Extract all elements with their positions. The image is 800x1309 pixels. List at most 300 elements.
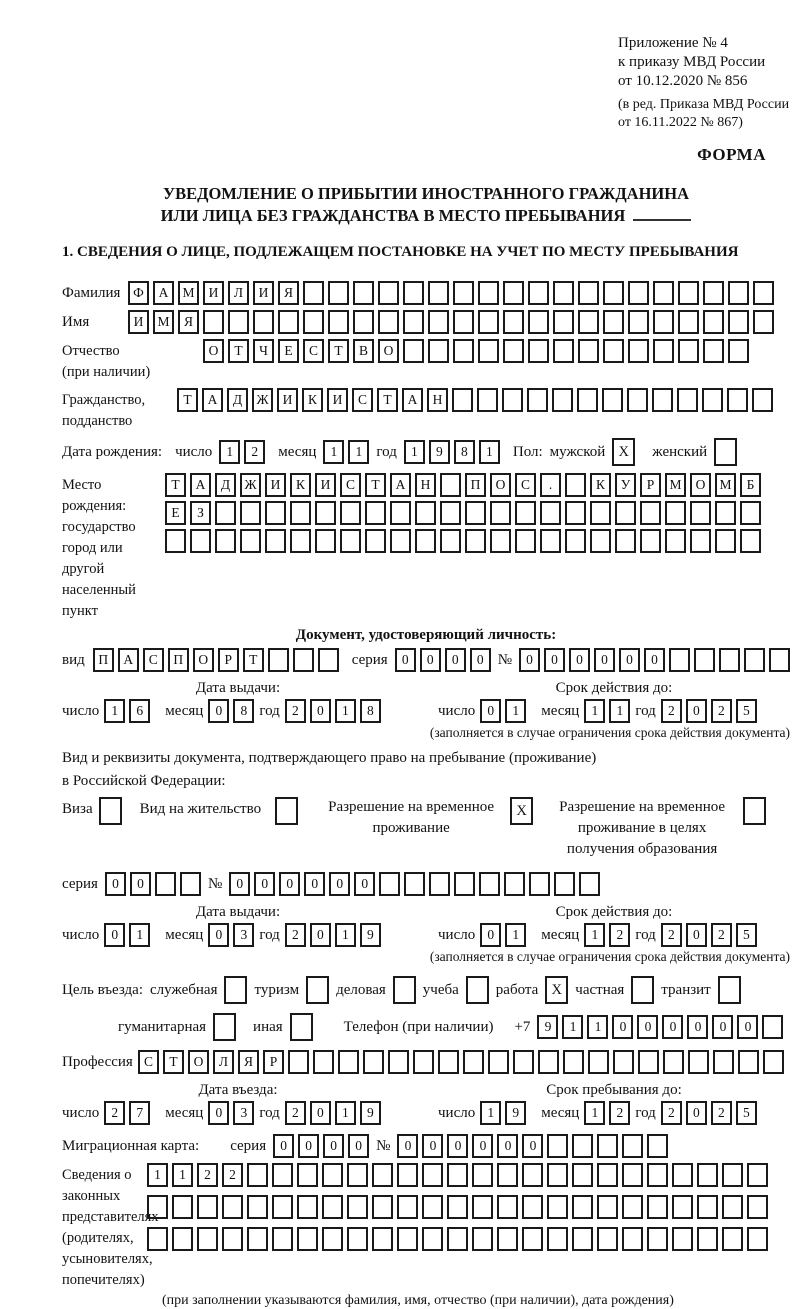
char-cell[interactable]: А (118, 648, 139, 672)
char-cell[interactable]: А (402, 388, 423, 412)
char-cell[interactable] (453, 310, 474, 334)
char-cell[interactable] (722, 1195, 743, 1219)
char-cell[interactable] (452, 388, 473, 412)
char-cell[interactable] (253, 310, 274, 334)
char-cell[interactable] (155, 872, 176, 896)
char-cell[interactable] (247, 1195, 268, 1219)
char-cell[interactable] (378, 281, 399, 305)
char-cell[interactable] (365, 501, 386, 525)
char-cell[interactable] (553, 339, 574, 363)
char-cell[interactable] (265, 501, 286, 525)
char-cell[interactable]: Т (365, 473, 386, 497)
char-cell[interactable] (718, 976, 741, 1004)
char-cell[interactable]: Е (165, 501, 186, 525)
char-cell[interactable]: 2 (197, 1163, 218, 1187)
char-cell[interactable]: 0 (273, 1134, 294, 1158)
char-cell[interactable]: М (715, 473, 736, 497)
char-cell[interactable]: 0 (354, 872, 375, 896)
char-cell[interactable] (578, 339, 599, 363)
char-cell[interactable] (247, 1163, 268, 1187)
char-cell[interactable]: 2 (222, 1163, 243, 1187)
char-cell[interactable] (602, 388, 623, 412)
char-cell[interactable]: 0 (594, 648, 615, 672)
char-cell[interactable]: Я (238, 1050, 259, 1074)
char-cell[interactable] (472, 1195, 493, 1219)
char-cell[interactable] (340, 529, 361, 553)
char-cell[interactable] (290, 501, 311, 525)
char-cell[interactable]: 2 (711, 1101, 732, 1125)
char-cell[interactable] (363, 1050, 384, 1074)
char-cell[interactable] (453, 281, 474, 305)
char-cell[interactable]: 5 (736, 699, 757, 723)
char-cell[interactable] (588, 1050, 609, 1074)
char-cell[interactable] (590, 529, 611, 553)
char-cell[interactable]: 5 (736, 1101, 757, 1125)
char-cell[interactable] (672, 1195, 693, 1219)
char-cell[interactable]: 0 (522, 1134, 543, 1158)
char-cell[interactable] (697, 1163, 718, 1187)
char-cell[interactable]: И (128, 310, 149, 334)
char-cell[interactable]: Р (263, 1050, 284, 1074)
char-cell[interactable] (690, 501, 711, 525)
char-cell[interactable]: Т (165, 473, 186, 497)
char-cell[interactable] (378, 310, 399, 334)
char-cell[interactable]: 1 (323, 440, 344, 464)
char-cell[interactable]: 2 (609, 923, 630, 947)
char-cell[interactable]: А (190, 473, 211, 497)
char-cell[interactable] (522, 1227, 543, 1251)
char-cell[interactable]: Е (278, 339, 299, 363)
char-cell[interactable] (647, 1227, 668, 1251)
char-cell[interactable]: Н (427, 388, 448, 412)
char-cell[interactable] (265, 529, 286, 553)
char-cell[interactable]: 1 (584, 923, 605, 947)
char-cell[interactable] (547, 1195, 568, 1219)
char-cell[interactable]: С (340, 473, 361, 497)
char-cell[interactable]: Л (213, 1050, 234, 1074)
char-cell[interactable]: П (93, 648, 114, 672)
char-cell[interactable] (672, 1163, 693, 1187)
char-cell[interactable]: М (153, 310, 174, 334)
char-cell[interactable] (297, 1195, 318, 1219)
char-cell[interactable]: 0 (329, 872, 350, 896)
char-cell[interactable] (303, 310, 324, 334)
char-cell[interactable] (288, 1050, 309, 1074)
char-cell[interactable] (465, 501, 486, 525)
char-cell[interactable]: 0 (519, 648, 540, 672)
char-cell[interactable]: 1 (172, 1163, 193, 1187)
char-cell[interactable] (447, 1163, 468, 1187)
char-cell[interactable] (547, 1134, 568, 1158)
char-cell[interactable] (247, 1227, 268, 1251)
char-cell[interactable]: 0 (497, 1134, 518, 1158)
char-cell[interactable]: 1 (147, 1163, 168, 1187)
char-cell[interactable]: Д (215, 473, 236, 497)
char-cell[interactable] (390, 529, 411, 553)
char-cell[interactable] (422, 1195, 443, 1219)
char-cell[interactable] (669, 648, 690, 672)
char-cell[interactable] (529, 872, 550, 896)
char-cell[interactable]: С (303, 339, 324, 363)
char-cell[interactable] (678, 310, 699, 334)
char-cell[interactable] (503, 310, 524, 334)
char-cell[interactable] (404, 872, 425, 896)
char-cell[interactable]: 0 (229, 872, 250, 896)
char-cell[interactable]: 1 (505, 923, 526, 947)
char-cell[interactable]: 0 (472, 1134, 493, 1158)
char-cell[interactable]: 0 (644, 648, 665, 672)
char-cell[interactable] (172, 1227, 193, 1251)
char-cell[interactable]: X (545, 976, 568, 1004)
char-cell[interactable] (728, 281, 749, 305)
char-cell[interactable] (388, 1050, 409, 1074)
char-cell[interactable]: 3 (233, 1101, 254, 1125)
char-cell[interactable] (522, 1163, 543, 1187)
char-cell[interactable] (403, 310, 424, 334)
char-cell[interactable]: 2 (285, 1101, 306, 1125)
char-cell[interactable] (397, 1163, 418, 1187)
char-cell[interactable] (268, 648, 289, 672)
char-cell[interactable] (703, 339, 724, 363)
char-cell[interactable] (528, 339, 549, 363)
char-cell[interactable]: О (490, 473, 511, 497)
char-cell[interactable] (572, 1163, 593, 1187)
char-cell[interactable]: П (168, 648, 189, 672)
char-cell[interactable]: 2 (661, 1101, 682, 1125)
char-cell[interactable] (347, 1195, 368, 1219)
char-cell[interactable]: 0 (470, 648, 491, 672)
char-cell[interactable] (752, 388, 773, 412)
char-cell[interactable] (678, 281, 699, 305)
char-cell[interactable] (547, 1227, 568, 1251)
char-cell[interactable]: 0 (447, 1134, 468, 1158)
char-cell[interactable]: 1 (479, 440, 500, 464)
char-cell[interactable] (315, 529, 336, 553)
char-cell[interactable] (597, 1195, 618, 1219)
char-cell[interactable]: О (203, 339, 224, 363)
char-cell[interactable]: 0 (480, 923, 501, 947)
char-cell[interactable] (678, 339, 699, 363)
char-cell[interactable]: 0 (712, 1015, 733, 1039)
char-cell[interactable] (293, 648, 314, 672)
char-cell[interactable]: 0 (687, 1015, 708, 1039)
char-cell[interactable]: 0 (637, 1015, 658, 1039)
char-cell[interactable] (240, 501, 261, 525)
char-cell[interactable] (453, 339, 474, 363)
char-cell[interactable]: Ч (253, 339, 274, 363)
char-cell[interactable]: Я (278, 281, 299, 305)
char-cell[interactable] (215, 501, 236, 525)
char-cell[interactable] (428, 339, 449, 363)
char-cell[interactable]: 0 (104, 923, 125, 947)
char-cell[interactable] (303, 281, 324, 305)
char-cell[interactable] (665, 529, 686, 553)
char-cell[interactable] (579, 872, 600, 896)
char-cell[interactable]: С (138, 1050, 159, 1074)
char-cell[interactable]: 0 (323, 1134, 344, 1158)
char-cell[interactable] (622, 1195, 643, 1219)
char-cell[interactable] (438, 1050, 459, 1074)
char-cell[interactable] (347, 1227, 368, 1251)
char-cell[interactable] (577, 388, 598, 412)
char-cell[interactable]: Т (377, 388, 398, 412)
char-cell[interactable]: 0 (686, 699, 707, 723)
char-cell[interactable]: 0 (445, 648, 466, 672)
char-cell[interactable]: О (378, 339, 399, 363)
char-cell[interactable] (697, 1195, 718, 1219)
char-cell[interactable] (615, 529, 636, 553)
char-cell[interactable]: Р (218, 648, 239, 672)
char-cell[interactable]: Л (228, 281, 249, 305)
char-cell[interactable] (478, 339, 499, 363)
char-cell[interactable] (172, 1195, 193, 1219)
char-cell[interactable]: 1 (335, 923, 356, 947)
char-cell[interactable] (413, 1050, 434, 1074)
char-cell[interactable] (714, 438, 737, 466)
char-cell[interactable] (762, 1015, 783, 1039)
char-cell[interactable] (490, 529, 511, 553)
char-cell[interactable] (440, 529, 461, 553)
char-cell[interactable] (694, 648, 715, 672)
char-cell[interactable] (297, 1163, 318, 1187)
char-cell[interactable] (769, 648, 790, 672)
char-cell[interactable] (713, 1050, 734, 1074)
char-cell[interactable]: 5 (736, 923, 757, 947)
char-cell[interactable] (190, 529, 211, 553)
char-cell[interactable]: 9 (537, 1015, 558, 1039)
char-cell[interactable]: 0 (348, 1134, 369, 1158)
char-cell[interactable] (240, 529, 261, 553)
char-cell[interactable]: А (153, 281, 174, 305)
char-cell[interactable] (466, 976, 489, 1004)
char-cell[interactable] (597, 1134, 618, 1158)
char-cell[interactable]: К (302, 388, 323, 412)
char-cell[interactable] (638, 1050, 659, 1074)
char-cell[interactable] (477, 388, 498, 412)
char-cell[interactable]: А (202, 388, 223, 412)
char-cell[interactable] (447, 1227, 468, 1251)
char-cell[interactable]: Ж (252, 388, 273, 412)
char-cell[interactable]: 1 (584, 1101, 605, 1125)
char-cell[interactable] (403, 281, 424, 305)
char-cell[interactable]: 9 (505, 1101, 526, 1125)
char-cell[interactable]: Д (227, 388, 248, 412)
char-cell[interactable] (603, 310, 624, 334)
char-cell[interactable]: 1 (404, 440, 425, 464)
char-cell[interactable] (647, 1163, 668, 1187)
char-cell[interactable]: 1 (480, 1101, 501, 1125)
char-cell[interactable]: 1 (219, 440, 240, 464)
char-cell[interactable] (272, 1227, 293, 1251)
char-cell[interactable] (613, 1050, 634, 1074)
char-cell[interactable]: 9 (429, 440, 450, 464)
char-cell[interactable] (527, 388, 548, 412)
char-cell[interactable] (640, 529, 661, 553)
char-cell[interactable]: 0 (208, 1101, 229, 1125)
char-cell[interactable] (697, 1227, 718, 1251)
char-cell[interactable] (203, 310, 224, 334)
char-cell[interactable] (740, 501, 761, 525)
char-cell[interactable]: 1 (609, 699, 630, 723)
char-cell[interactable]: П (465, 473, 486, 497)
char-cell[interactable]: 1 (562, 1015, 583, 1039)
char-cell[interactable] (665, 501, 686, 525)
char-cell[interactable] (722, 1227, 743, 1251)
char-cell[interactable]: 0 (686, 923, 707, 947)
char-cell[interactable] (428, 310, 449, 334)
char-cell[interactable]: 0 (310, 699, 331, 723)
char-cell[interactable] (672, 1227, 693, 1251)
char-cell[interactable] (538, 1050, 559, 1074)
char-cell[interactable] (738, 1050, 759, 1074)
char-cell[interactable] (197, 1195, 218, 1219)
char-cell[interactable] (552, 388, 573, 412)
char-cell[interactable]: 1 (129, 923, 150, 947)
char-cell[interactable] (422, 1163, 443, 1187)
char-cell[interactable]: X (510, 797, 533, 825)
char-cell[interactable]: Т (228, 339, 249, 363)
char-cell[interactable]: 8 (454, 440, 475, 464)
char-cell[interactable] (322, 1227, 343, 1251)
char-cell[interactable]: 0 (105, 872, 126, 896)
char-cell[interactable] (728, 339, 749, 363)
char-cell[interactable] (429, 872, 450, 896)
char-cell[interactable] (590, 501, 611, 525)
char-cell[interactable] (318, 648, 339, 672)
char-cell[interactable]: М (178, 281, 199, 305)
char-cell[interactable] (578, 310, 599, 334)
char-cell[interactable]: 0 (208, 923, 229, 947)
char-cell[interactable]: 2 (244, 440, 265, 464)
char-cell[interactable]: Ж (240, 473, 261, 497)
char-cell[interactable] (628, 310, 649, 334)
char-cell[interactable] (99, 797, 122, 825)
char-cell[interactable] (478, 281, 499, 305)
char-cell[interactable] (147, 1227, 168, 1251)
char-cell[interactable] (622, 1163, 643, 1187)
char-cell[interactable]: 0 (254, 872, 275, 896)
char-cell[interactable] (213, 1013, 236, 1041)
char-cell[interactable]: С (515, 473, 536, 497)
char-cell[interactable] (275, 797, 298, 825)
char-cell[interactable] (224, 976, 247, 1004)
char-cell[interactable] (653, 339, 674, 363)
char-cell[interactable] (147, 1195, 168, 1219)
char-cell[interactable]: 1 (335, 1101, 356, 1125)
char-cell[interactable] (563, 1050, 584, 1074)
char-cell[interactable]: 1 (104, 699, 125, 723)
char-cell[interactable] (497, 1227, 518, 1251)
char-cell[interactable] (215, 529, 236, 553)
char-cell[interactable] (478, 310, 499, 334)
char-cell[interactable] (397, 1227, 418, 1251)
char-cell[interactable] (515, 501, 536, 525)
char-cell[interactable]: 2 (104, 1101, 125, 1125)
char-cell[interactable] (297, 1227, 318, 1251)
char-cell[interactable] (415, 501, 436, 525)
char-cell[interactable]: 3 (233, 923, 254, 947)
char-cell[interactable] (743, 797, 766, 825)
char-cell[interactable] (290, 529, 311, 553)
char-cell[interactable] (393, 976, 416, 1004)
char-cell[interactable]: 2 (711, 923, 732, 947)
char-cell[interactable] (554, 872, 575, 896)
char-cell[interactable]: 1 (505, 699, 526, 723)
char-cell[interactable]: В (353, 339, 374, 363)
char-cell[interactable]: Н (415, 473, 436, 497)
char-cell[interactable] (622, 1227, 643, 1251)
char-cell[interactable] (715, 529, 736, 553)
char-cell[interactable]: Т (163, 1050, 184, 1074)
char-cell[interactable]: Б (740, 473, 761, 497)
char-cell[interactable] (597, 1227, 618, 1251)
char-cell[interactable] (472, 1163, 493, 1187)
char-cell[interactable] (703, 281, 724, 305)
char-cell[interactable] (465, 529, 486, 553)
char-cell[interactable] (722, 1163, 743, 1187)
char-cell[interactable]: И (265, 473, 286, 497)
char-cell[interactable] (353, 281, 374, 305)
char-cell[interactable]: 2 (661, 699, 682, 723)
char-cell[interactable] (753, 281, 774, 305)
char-cell[interactable]: К (290, 473, 311, 497)
char-cell[interactable] (553, 310, 574, 334)
char-cell[interactable] (628, 339, 649, 363)
char-cell[interactable]: 2 (711, 699, 732, 723)
char-cell[interactable] (719, 648, 740, 672)
char-cell[interactable] (504, 872, 525, 896)
char-cell[interactable]: 0 (662, 1015, 683, 1039)
char-cell[interactable] (502, 388, 523, 412)
char-cell[interactable]: 1 (348, 440, 369, 464)
char-cell[interactable] (440, 501, 461, 525)
char-cell[interactable]: 0 (737, 1015, 758, 1039)
char-cell[interactable] (228, 310, 249, 334)
char-cell[interactable] (622, 1134, 643, 1158)
char-cell[interactable] (353, 310, 374, 334)
char-cell[interactable] (565, 501, 586, 525)
char-cell[interactable] (740, 529, 761, 553)
char-cell[interactable] (653, 310, 674, 334)
char-cell[interactable] (747, 1163, 768, 1187)
char-cell[interactable] (528, 310, 549, 334)
char-cell[interactable]: 0 (298, 1134, 319, 1158)
char-cell[interactable] (565, 529, 586, 553)
char-cell[interactable]: Т (177, 388, 198, 412)
char-cell[interactable]: 2 (285, 699, 306, 723)
char-cell[interactable] (488, 1050, 509, 1074)
char-cell[interactable] (390, 501, 411, 525)
char-cell[interactable] (372, 1195, 393, 1219)
char-cell[interactable]: 0 (397, 1134, 418, 1158)
char-cell[interactable]: З (190, 501, 211, 525)
char-cell[interactable] (338, 1050, 359, 1074)
char-cell[interactable]: 0 (310, 923, 331, 947)
char-cell[interactable] (515, 529, 536, 553)
char-cell[interactable] (428, 281, 449, 305)
char-cell[interactable] (315, 501, 336, 525)
char-cell[interactable] (744, 648, 765, 672)
char-cell[interactable]: X (612, 438, 635, 466)
char-cell[interactable]: 1 (587, 1015, 608, 1039)
char-cell[interactable]: 0 (130, 872, 151, 896)
char-cell[interactable] (313, 1050, 334, 1074)
char-cell[interactable]: 0 (208, 699, 229, 723)
char-cell[interactable] (763, 1050, 784, 1074)
char-cell[interactable] (328, 310, 349, 334)
char-cell[interactable]: Т (243, 648, 264, 672)
char-cell[interactable] (652, 388, 673, 412)
